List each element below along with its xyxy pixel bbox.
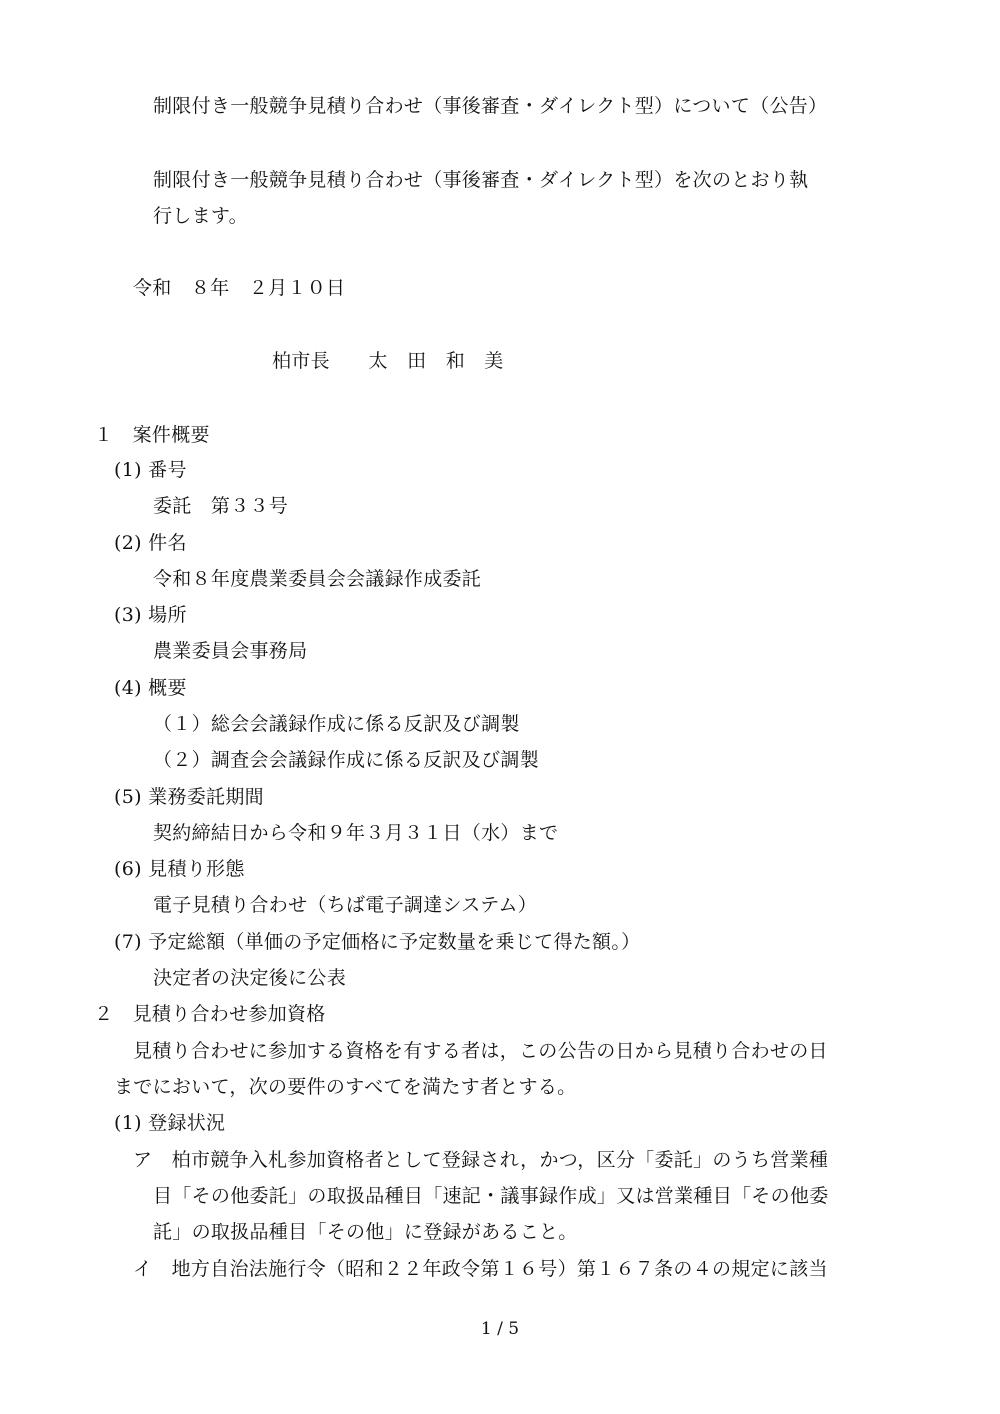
sub-1-a-line-2: 目「その他委託」の取扱品種目「速記・議事録作成」又は営業種目「その他委 [153,1185,829,1207]
issuer-name: 柏市長 太 田 和 美 [272,350,504,372]
section-2-body-1: 見積り合わせに参加する資格を有する者は，この公告の日から見積り合わせの日 [133,1040,828,1062]
item-7-value: 決定者の決定後に公表 [153,967,347,989]
sub-1-b-line-1: イ 地方自治法施行令（昭和２２年政令第１６号）第１６７条の４の規定に該当 [133,1258,828,1280]
item-1-value: 委託 第３３号 [153,495,289,517]
item-6-label: (6) 見積り形態 [114,858,245,880]
item-1-label: (1) 番号 [114,459,187,481]
page-number: 1 / 5 [480,1319,520,1339]
intro-line-2: 行します。 [153,205,248,227]
sub-1-a-line-3: 託」の取扱品種目「その他」に登録があること。 [153,1221,578,1243]
item-3-label: (3) 場所 [114,604,187,626]
item-7-label: (7) 予定総額（単価の予定価格に予定数量を乗じて得た額。） [114,931,641,953]
item-5-label: (5) 業務委託期間 [114,786,264,808]
notice-title: 制限付き一般競争見積り合わせ（事後審査・ダイレクト型）について（公告） [153,95,828,117]
item-2-value: 令和８年度農業委員会会議録作成委託 [153,568,482,590]
section-1-heading: １ 案件概要 [94,424,210,446]
sub-1-label: (1) 登録状況 [114,1112,226,1134]
item-6-value: 電子見積り合わせ（ちば電子調達システム） [153,894,538,916]
item-4-value-1: （１）総会会議録作成に係る反訳及び調製 [153,713,520,735]
item-3-value: 農業委員会事務局 [153,640,308,662]
item-4-label: (4) 概要 [114,677,187,699]
section-2-body-2: までにおいて，次の要件のすべてを満たす者とする。 [114,1076,577,1098]
item-4-value-2: （２）調査会会議録作成に係る反訳及び調製 [153,749,540,771]
notice-date: 令和 ８年 ２月１０日 [133,277,346,299]
item-5-value: 契約締結日から令和９年３月３１日（水）まで [153,822,559,844]
sub-1-a-line-1: ア 柏市競争入札参加資格者として登録され，かつ，区分「委託」のうち営業種 [133,1149,829,1171]
intro-line-1: 制限付き一般競争見積り合わせ（事後審査・ダイレクト型）を次のとおり執 [153,169,809,191]
item-2-label: (2) 件名 [114,532,187,554]
section-2-heading: ２ 見積り合わせ参加資格 [94,1003,326,1025]
